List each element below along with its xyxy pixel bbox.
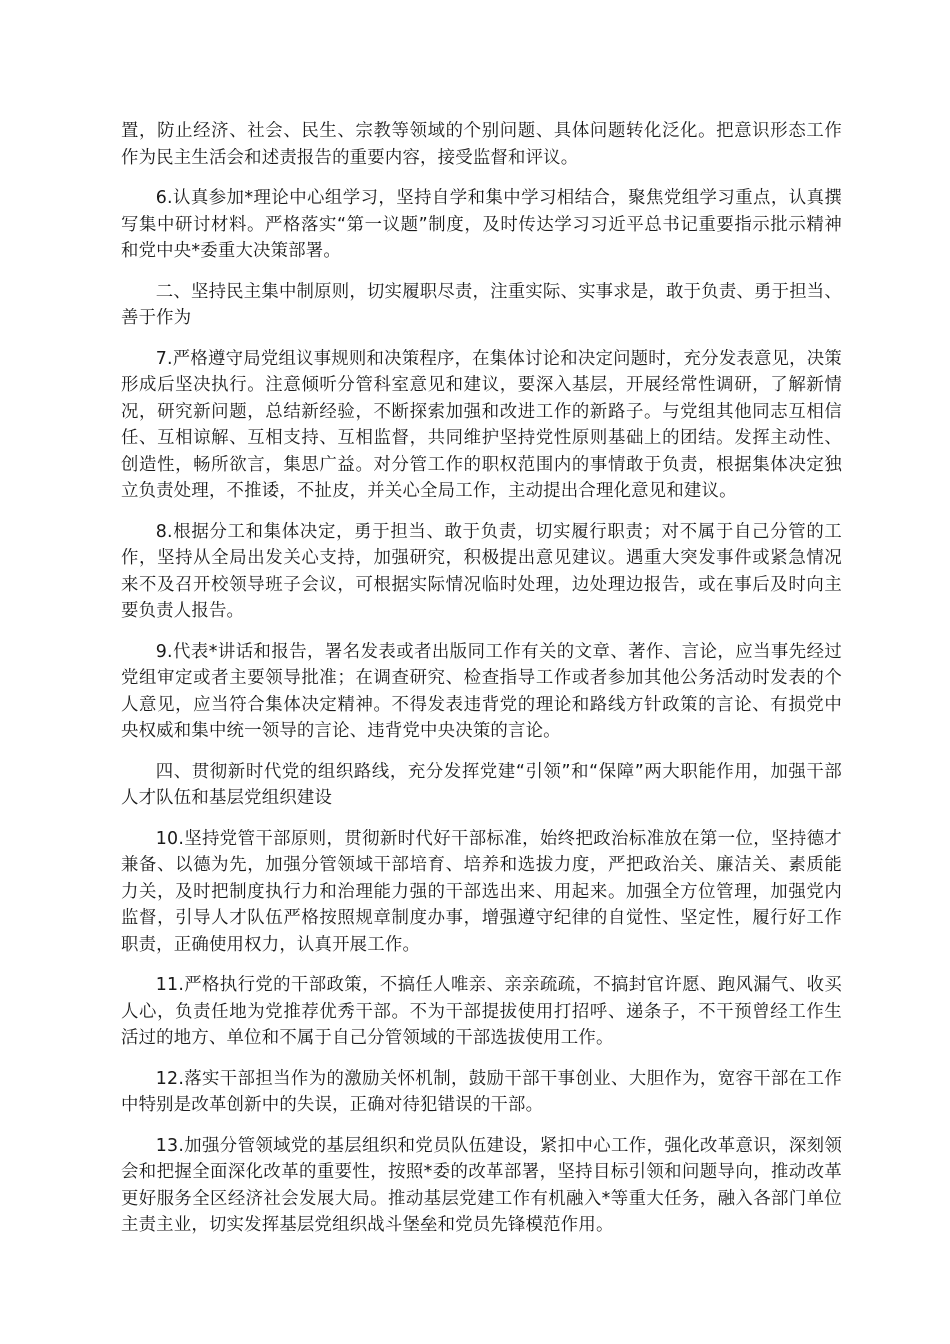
paragraph-6: 10.坚持党管干部原则，贯彻新时代好干部标准，始终把政治标准放在第一位，坚持德才兼备、以德为先，加强分管领域干部培育、培养和选拔力度，严把政治关、廉洁关、素质能力关，及时把制度执行力和治理能力强的干部选出来、用起来。加强全方位管理，加强党内监督，引导人才队伍严格按照规章制度办事，增强遵守纪律的自觉性、坚定性，履行好工作职责，正确使用权力，认真开展工作。 xyxy=(121,828,842,955)
paragraph-2: 6.认真参加*理论中心组学习，坚持自学和集中学习相结合，聚焦党组学习重点，认真撰写集中研讨材料。严格落实“第一议题”制度，及时传达学习习近平总书记重要指示批示精神和党中央*委重大决策部署。 xyxy=(121,188,842,261)
document-body xyxy=(121,118,842,1253)
paragraph-3: 7.严格遵守局党组议事规则和决策程序，在集体讨论和决定问题时，充分发表意见，决策形成后坚决执行。注意倾听分管科室意见和建议，要深入基层，开展经常性调研，了解新情况，研究新问题，总结新经验，不断探索加强和改进工作的新路子。与党组其他同志互相信任、互相谅解、互相支持、互相监督，共同维护坚持党性原则基础上的团结。发挥主动性、创造性，畅所欲言，集思广益。对分管工作的职权范围内的事情敢于负责，根据集体决定独立负责处理，不推诿，不扯皮，并关心全局工作，主动提出合理化意见和建议。 xyxy=(121,348,842,501)
paragraph-7: 11.严格执行党的干部政策，不搞任人唯亲、亲亲疏疏，不搞封官许愿、跑风漏气、收买人心，负责任地为党推荐优秀干部。不为干部提拔使用打招呼、递条子，不干预曾经工作生活过的地方、单位和不属于自己分管领域的干部选拔使用工作。 xyxy=(121,975,842,1048)
paragraph-5: 9.代表*讲话和报告，署名发表或者出版同工作有关的文章、著作、言论，应当事先经过党组审定或者主要领导批准；在调查研究、检查指导工作或者参加其他公务活动时发表的个人意见，应当符合集体决定精神。不得发表违背党的理论和路线方针政策的言论、有损党中央权威和集中统一领导的言论、违背党中央决策的言论。 xyxy=(121,641,842,741)
paragraph-8: 12.落实干部担当作为的激励关怀机制，鼓励干部干事创业、大胆作为，宽容干部在工作中特别是改革创新中的失误，正确对待犯错误的干部。 xyxy=(121,1068,842,1115)
paragraph-4: 8.根据分工和集体决定，勇于担当、敢于负责，切实履行职责；对不属于自己分管的工作，坚持从全局出发关心支持，加强研究，积极提出意见建议。遇重大突发事件或紧急情况来不及召开校领导班子会议，可根据实际情况临时处理，边处理边报告，或在事后及时向主要负责人报告。 xyxy=(121,521,842,621)
section-heading-2: 二、坚持民主集中制原则，切实履职尽责，注重实际、实事求是，敢于负责、勇于担当、善于作为 xyxy=(121,281,842,328)
paragraph-9: 13.加强分管领域党的基层组织和党员队伍建设，紧扣中心工作，强化改革意识，深刻领会和把握全面深化改革的重要性，按照*委的改革部署，坚持目标引领和问题导向，推动改革更好服务全区经济社会发展大局。推动基层党建工作有机融入*等重大任务，融入各部门单位主责主业，切实发挥基层党组织战斗堡垒和党员先锋模范作用。 xyxy=(121,1135,842,1235)
section-heading-4: 四、贯彻新时代党的组织路线，充分发挥党建“引领”和“保障”两大职能作用，加强干部人才队伍和基层党组织建设 xyxy=(121,761,842,808)
paragraph-1: 置，防止经济、社会、民生、宗教等领域的个别问题、具体问题转化泛化。把意识形态工作作为民主生活会和述责报告的重要内容，接受监督和评议。 xyxy=(121,121,842,168)
